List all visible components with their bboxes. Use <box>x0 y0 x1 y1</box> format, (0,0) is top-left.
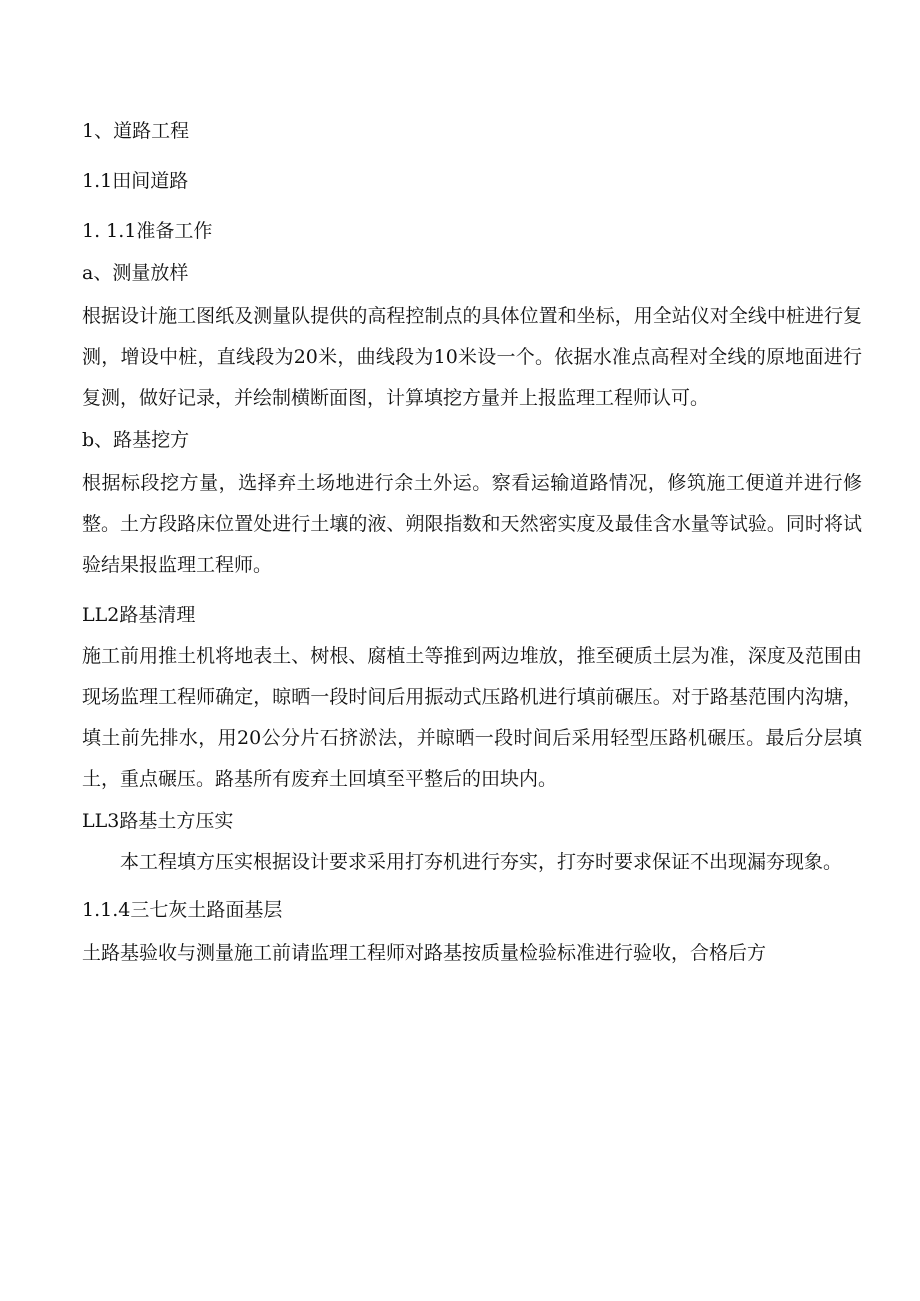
paragraph-survey-layout: 根据设计施工图纸及测量队提供的高程控制点的具体位置和坐标，用全站仪对全线中桩进行复测，增设中桩，直线段为20米，曲线段为10米设一个。依据水准点高程对全线的原地面进行复测，做好记录，并绘制横断面图，计算填挖方量并上报监理工程师认可。 <box>82 305 862 409</box>
paragraph-lime-soil-base: 土路基验收与测量施工前请监理工程师对路基按质量检验标准进行验收，合格后方 <box>82 942 767 964</box>
document-page <box>82 112 862 974</box>
heading-field-road: 1.1田间道路 <box>82 170 189 192</box>
subheading-subgrade-excavation: b、路基挖方 <box>82 429 190 451</box>
paragraph-subgrade-clearing: 施工前用推土机将地表土、树根、腐植土等推到两边堆放，推至硬质土层为准，深度及范围由现场监理工程师确定，晾晒一段时间后用振动式压路机进行填前碾压。对于路基范围内沟塘，填土前先排水，用20公分片石挤淤法，并晾晒一段时间后采用轻型压路机碾压。最后分层填土，重点碾压。路基所有废弃土回填至平整后的田块内。 <box>82 645 862 790</box>
heading-road-engineering: 1、道路工程 <box>82 120 190 142</box>
heading-subgrade-clearing: LL2路基清理 <box>82 604 196 626</box>
heading-preparation: 1. 1.1准备工作 <box>82 220 213 242</box>
heading-lime-soil-base: 1.1.4三七灰土路面基层 <box>82 899 283 921</box>
paragraph-subgrade-excavation: 根据标段挖方量，选择弃土场地进行余土外运。察看运输道路情况，修筑施工便道并进行修整。土方段路床位置处进行土壤的液、朔限指数和天然密实度及最佳含水量等试验。同时将试验结果报监理工程师。 <box>82 472 862 576</box>
heading-subgrade-compaction: LL3路基土方压实 <box>82 810 234 832</box>
paragraph-subgrade-compaction: 本工程填方压实根据设计要求采用打夯机进行夯实，打夯时要求保证不出现漏夯现象。 <box>120 851 843 873</box>
subheading-survey-layout: a、测量放样 <box>82 262 189 284</box>
